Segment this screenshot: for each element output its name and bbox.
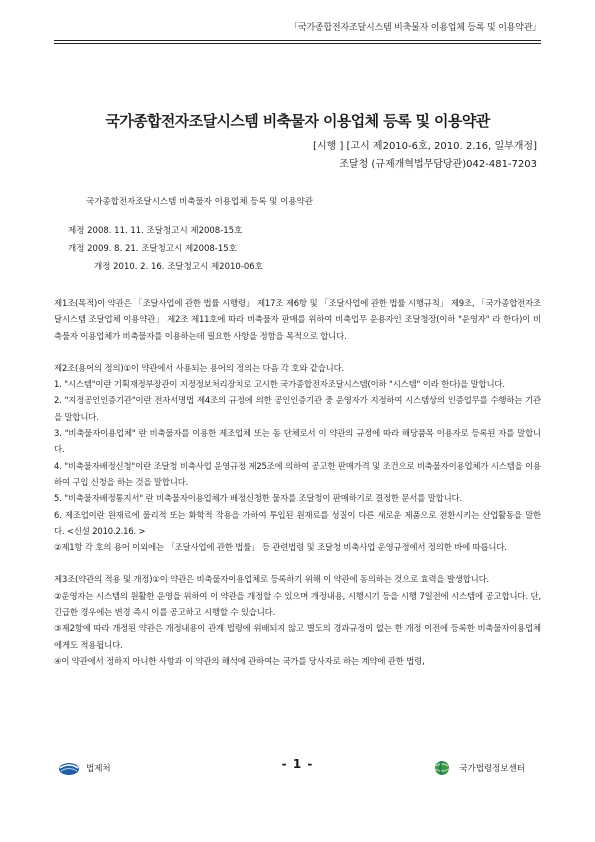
article-2-item-4: 4. "비축물자배정신청"이란 조달청 비축사업 운영규정 제25조에 의하여 공고한 판매가격 및 조건으로 비축물자이용업체가 시스템을 이용하여 구입 신청을 하는 것을 말합니다.	[54, 460, 541, 487]
footer-left-label: 법제처	[86, 764, 111, 774]
history-enacted: 제정 2008. 11. 11. 조달청고시 제2008-15호	[68, 226, 243, 236]
article-3-para-2: ②운영자는 시스템의 원활한 운영을 위하여 이 약관을 개정할 수 있으며 개정내용, 시행시기 등을 시행 7일전에 시스템에 공고합니다. 단, 긴급한 경우에는 변경 즉시 이를 공고하고 시행할 수 있습니다.	[54, 590, 541, 618]
globe-logo-icon	[431, 760, 453, 776]
article-3-para-3: ③제2항에 따라 개정된 약관은 개정내용이 관계 법령에 위배되지 않고 별도의 경과규정이 없는 한 개정 이전에 등록한 비축물자이용업체에게도 적용됩니다.	[54, 623, 541, 650]
document-name: 국가종합전자조달시스템 비축물자 이용업체 등록 및 이용약관	[86, 197, 313, 207]
top-rule	[54, 40, 541, 44]
footer-right-label: 국가법령정보센터	[459, 764, 525, 774]
article-2-item-1: 1. "시스템"이란 기획재정부장관이 지정정보처리장치로 고시한 국가종합전자조달시스템(이하 "시스템" 이라 한다)을 말합니다.	[54, 379, 505, 390]
body-text	[54, 295, 541, 669]
article-3-para-1: 제3조(약관의 적용 및 개정)①이 약관은 비축물자이용업체로 등록하기 위해 이 약관에 동의하는 것으로 효력을 발생합니다.	[54, 574, 490, 585]
ministry-contact: 조달청 (규제개혁법무담당관)042-481-7203	[339, 159, 537, 170]
article-2-item-6: 6. 제조업이란 원재료에 물리적 또는 화학적 작용을 가하여 투입된 원재료를 성질이 다른 새로운 제품으로 전환시키는 산업활동을 말한다. <신설 2010.2.16. >	[54, 509, 541, 536]
article-3-para-4: ④이 약관에서 정하지 아니한 사항과 이 약관의 해석에 관하여는 국가를 당사자로 하는 계약에 관한 법령,	[54, 655, 425, 666]
footer-right	[431, 760, 525, 776]
article-2-item-3: 3. "비축물자이용업체" 란 비축물자를 이용한 제조업체 또는 동 단체로서 이 약관의 규정에 따라 해당품목 이용자로 등록된 자를 말합니다.	[54, 428, 541, 455]
history-amended-2010: 개정 2010. 2. 16. 조달청고시 제2010-06호	[94, 262, 263, 272]
history-amended-2009: 개정 2009. 8. 21. 조달청고시 제2008-15호	[68, 244, 237, 254]
enforcement-info: [시행 ] [고시 제2010-6호, 2010. 2.16, 일부개정]	[313, 141, 537, 152]
document-title: 국가종합전자조달시스템 비축물자 이용업체 등록 및 이용약관	[105, 112, 490, 130]
article-2-para-2: ②제1항 각 호의 용어 이외에는 「조달사업에 관한 법률」 등 관련법령 및 조달청 비축사업 운영규정에서 정의한 바에 따릅니다.	[54, 542, 507, 553]
page-number: - 1 -	[281, 757, 314, 771]
article-2-item-5: 5. "비축물자배정통지서" 란 비축물자이용업체가 배정신청한 물자를 조달청이 판매하기로 결정한 문서를 말합니다.	[54, 493, 462, 504]
article-1: 제1조(목적)이 약관은 「조달사업에 관한 법률 시행령」 제17조 제6항 및 「조달사업에 관한 법률 시행규칙」 제9조, 「국가종합전자조달시스템 조달업체 이용약관」 제2조 제11호에 따라 비축물자 판매를 위하여 비축업무 운용자인 조달청장(이하 "운영자" 라 한다)이 비축물자 이용업체가 비축물자를 이용하는데 필요한 사항을 정함을 목적으로 합니다.	[54, 298, 541, 341]
running-header: 「국가종합전자조달시스템 비축물자 이용업체 등록 및 이용약관」	[289, 23, 541, 33]
article-2-intro: 제2조(용어의 정의)①이 약관에서 사용되는 용어의 정의는 다음 각 호와 같습니다.	[54, 362, 345, 373]
article-2-item-2: 2. "지정공인인증기관"이란 전자서명법 제4조의 규정에 의한 공인인증기관 중 운영자가 지정하여 시스템상의 인증업무를 수행하는 기관을 말합니다.	[54, 395, 541, 422]
